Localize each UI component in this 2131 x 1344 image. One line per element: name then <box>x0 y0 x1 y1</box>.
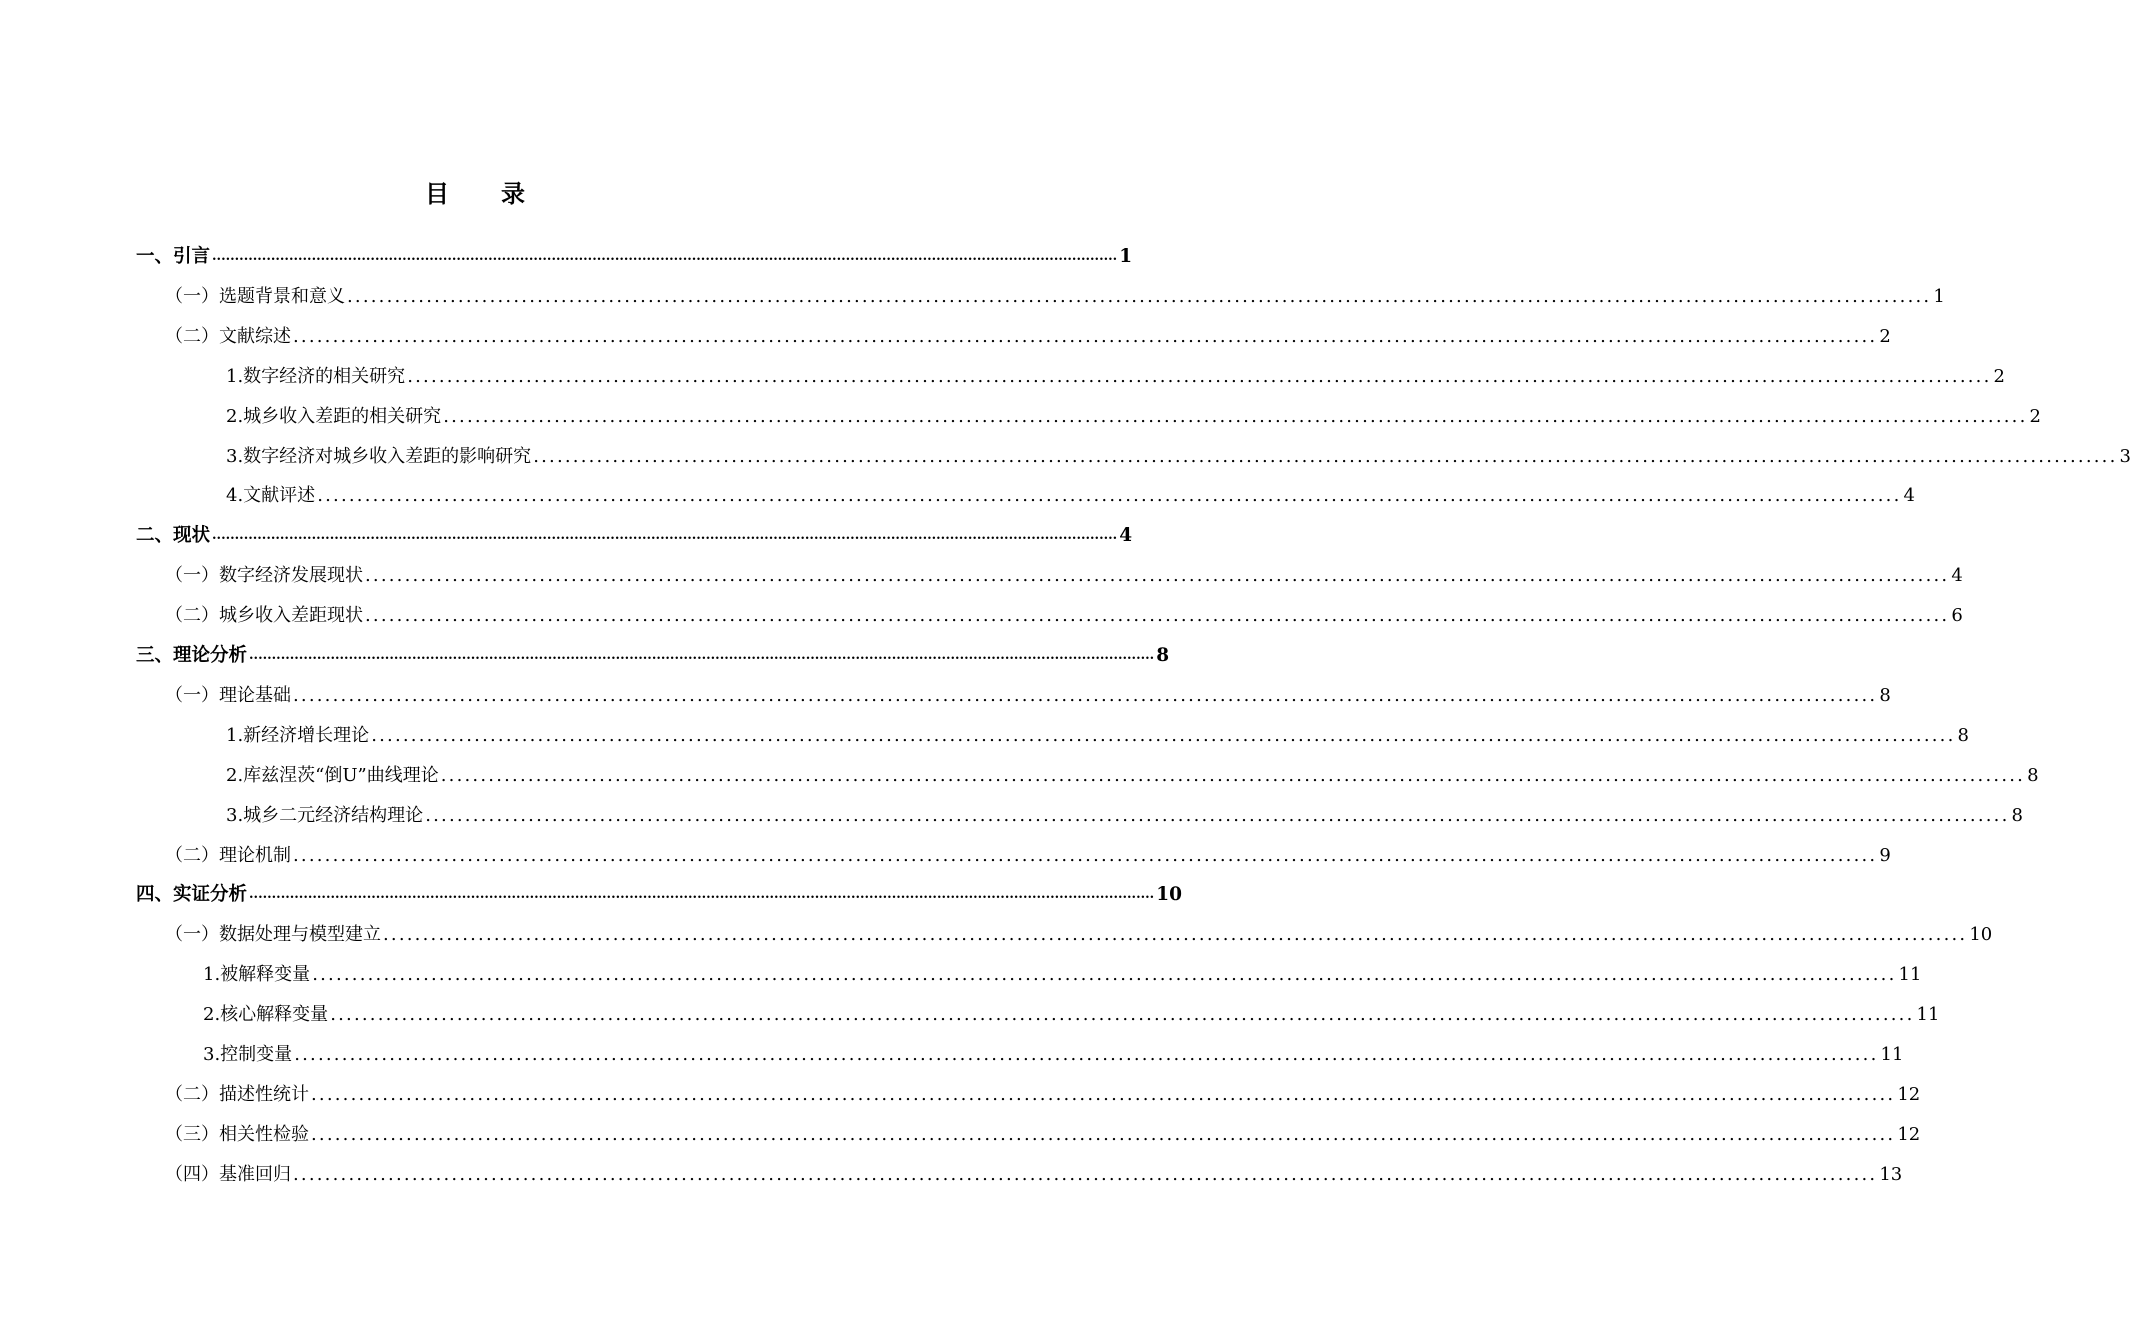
toc-dot-leader: ........................................................................................................................................................................................................ <box>212 528 1118 543</box>
toc-entry-label: （一）选题背景和意义 <box>165 286 345 307</box>
toc-page-number: 2 <box>1993 366 2005 387</box>
toc-dot-leader: ........................................................................................................................................................................................................ <box>293 845 1878 866</box>
toc-dot-leader: ........................................................................................................................................................................................................ <box>383 924 1968 945</box>
toc-entry[interactable] <box>165 839 1891 867</box>
toc-page-number: 2 <box>1879 326 1891 347</box>
toc-entry[interactable] <box>226 759 2039 787</box>
toc-dot-leader: ........................................................................................................................................................................................................ <box>533 446 2118 467</box>
toc-title-char-2: 录 <box>501 179 525 208</box>
toc-dot-leader: ........................................................................................................................................................................................................ <box>249 648 1155 663</box>
toc-page-number: 1 <box>1933 286 1945 307</box>
toc-page-number: 4 <box>1119 525 1133 546</box>
toc-page-number: 4 <box>1903 485 1915 506</box>
toc-entry[interactable] <box>226 719 1969 747</box>
toc-entry-label: （一）理论基础 <box>165 685 291 706</box>
toc-page-number: 12 <box>1897 1084 1921 1105</box>
toc-dot-leader: ........................................................................................................................................................................................................ <box>293 685 1878 706</box>
toc-entry[interactable] <box>203 958 1922 986</box>
toc-entry[interactable] <box>165 1078 1921 1106</box>
toc-entry-label: 一、引言 <box>136 246 211 267</box>
toc-entry-label: 3.城乡二元经济结构理论 <box>226 805 424 826</box>
toc-page-number: 12 <box>1897 1124 1921 1145</box>
toc-entry[interactable] <box>136 240 1133 268</box>
toc-entry[interactable] <box>165 320 1891 348</box>
toc-entry-label: （二）理论机制 <box>165 845 291 866</box>
toc-dot-leader: ........................................................................................................................................................................................................ <box>365 565 1950 586</box>
toc-entry[interactable] <box>203 1038 1904 1066</box>
toc-entry[interactable] <box>165 679 1891 707</box>
toc-dot-leader: ........................................................................................................................................................................................................ <box>347 286 1932 307</box>
toc-entry-label: （一）数据处理与模型建立 <box>165 924 381 945</box>
toc-entry-label: 三、理论分析 <box>136 645 248 666</box>
toc-dot-leader: ........................................................................................................................................................................................................ <box>294 1044 1879 1065</box>
toc-page-number: 10 <box>1969 924 1993 945</box>
toc-dot-leader: ........................................................................................................................................................................................................ <box>312 964 1897 985</box>
toc-page-number: 4 <box>1951 565 1963 586</box>
toc-entry-label: （三）相关性检验 <box>165 1124 309 1145</box>
toc-entry[interactable] <box>226 400 2041 428</box>
toc-entry[interactable] <box>165 918 1993 946</box>
toc-page-number: 8 <box>1957 725 1969 746</box>
toc-entry-label: 2.库兹涅茨“倒U”曲线理论 <box>226 765 439 786</box>
toc-dot-leader: ........................................................................................................................................................................................................ <box>293 326 1878 347</box>
toc-page-number: 8 <box>2027 765 2039 786</box>
toc-page-number: 3 <box>2119 446 2131 467</box>
toc-title-char-1: 目 <box>425 179 449 208</box>
toc-entry-label: 1.新经济增长理论 <box>226 725 370 746</box>
toc-page-number: 9 <box>1879 845 1891 866</box>
toc-entry[interactable] <box>226 440 2131 468</box>
toc-entry[interactable] <box>136 519 1133 547</box>
toc-entry-label: （二）文献综述 <box>165 326 291 347</box>
toc-entry-label: 3.数字经济对城乡收入差距的影响研究 <box>226 446 532 467</box>
toc-entry[interactable] <box>226 360 2005 388</box>
toc-page-number: 10 <box>1156 884 1182 905</box>
toc-page-number: 8 <box>1879 685 1891 706</box>
toc-entry[interactable] <box>165 1158 1903 1186</box>
toc-page-number: 11 <box>1898 964 1922 985</box>
toc-page-number: 6 <box>1951 605 1963 626</box>
toc-entry-label: （二）描述性统计 <box>165 1084 309 1105</box>
toc-entry[interactable] <box>165 599 1963 627</box>
toc-entry[interactable] <box>136 878 1182 906</box>
toc-entry[interactable] <box>165 559 1963 587</box>
toc-entry[interactable] <box>226 479 1915 507</box>
toc-dot-leader: ........................................................................................................................................................................................................ <box>293 1164 1878 1185</box>
toc-dot-leader: ........................................................................................................................................................................................................ <box>365 605 1950 626</box>
toc-entry-label: 1.数字经济的相关研究 <box>226 366 406 387</box>
toc-dot-leader: ........................................................................................................................................................................................................ <box>311 1084 1896 1105</box>
toc-dot-leader: ........................................................................................................................................................................................................ <box>330 1004 1915 1025</box>
toc-entry-label: 2.核心解释变量 <box>203 1004 329 1025</box>
toc-dot-leader: ........................................................................................................................................................................................................ <box>443 406 2028 427</box>
toc-page-number: 13 <box>1879 1164 1903 1185</box>
toc-dot-leader: ........................................................................................................................................................................................................ <box>371 725 1956 746</box>
toc-entry-label: 3.控制变量 <box>203 1044 293 1065</box>
toc-entry-label: 2.城乡收入差距的相关研究 <box>226 406 442 427</box>
toc-dot-leader: ........................................................................................................................................................................................................ <box>425 805 2010 826</box>
toc-page-number: 8 <box>2011 805 2023 826</box>
toc-page-number: 2 <box>2029 406 2041 427</box>
toc-entry-label: 1.被解释变量 <box>203 964 311 985</box>
toc-entry-label: 4.文献评述 <box>226 485 316 506</box>
toc-dot-leader: ........................................................................................................................................................................................................ <box>311 1124 1896 1145</box>
toc-dot-leader: ........................................................................................................................................................................................................ <box>249 887 1155 902</box>
toc-entry-label: （一）数字经济发展现状 <box>165 565 363 586</box>
toc-entry-label: （二）城乡收入差距现状 <box>165 605 363 626</box>
toc-entry-label: 四、实证分析 <box>136 884 248 905</box>
toc-dot-leader: ........................................................................................................................................................................................................ <box>212 249 1118 264</box>
toc-page-number: 8 <box>1156 645 1170 666</box>
toc-entry[interactable] <box>136 639 1170 667</box>
toc-dot-leader: ........................................................................................................................................................................................................ <box>407 366 1992 387</box>
toc-entry-label: （四）基准回归 <box>165 1164 291 1185</box>
toc-title <box>0 174 950 209</box>
toc-page-number: 11 <box>1880 1044 1904 1065</box>
toc-dot-leader: ........................................................................................................................................................................................................ <box>440 765 2026 786</box>
toc-entry[interactable] <box>165 1118 1921 1146</box>
toc-page-number: 11 <box>1916 1004 1940 1025</box>
toc-page-number: 1 <box>1119 246 1133 267</box>
toc-entry[interactable] <box>165 280 1945 308</box>
toc-entry-label: 二、现状 <box>136 525 211 546</box>
toc-entry[interactable] <box>226 799 2023 827</box>
toc-entry[interactable] <box>203 998 1940 1026</box>
toc-dot-leader: ........................................................................................................................................................................................................ <box>317 485 1902 506</box>
